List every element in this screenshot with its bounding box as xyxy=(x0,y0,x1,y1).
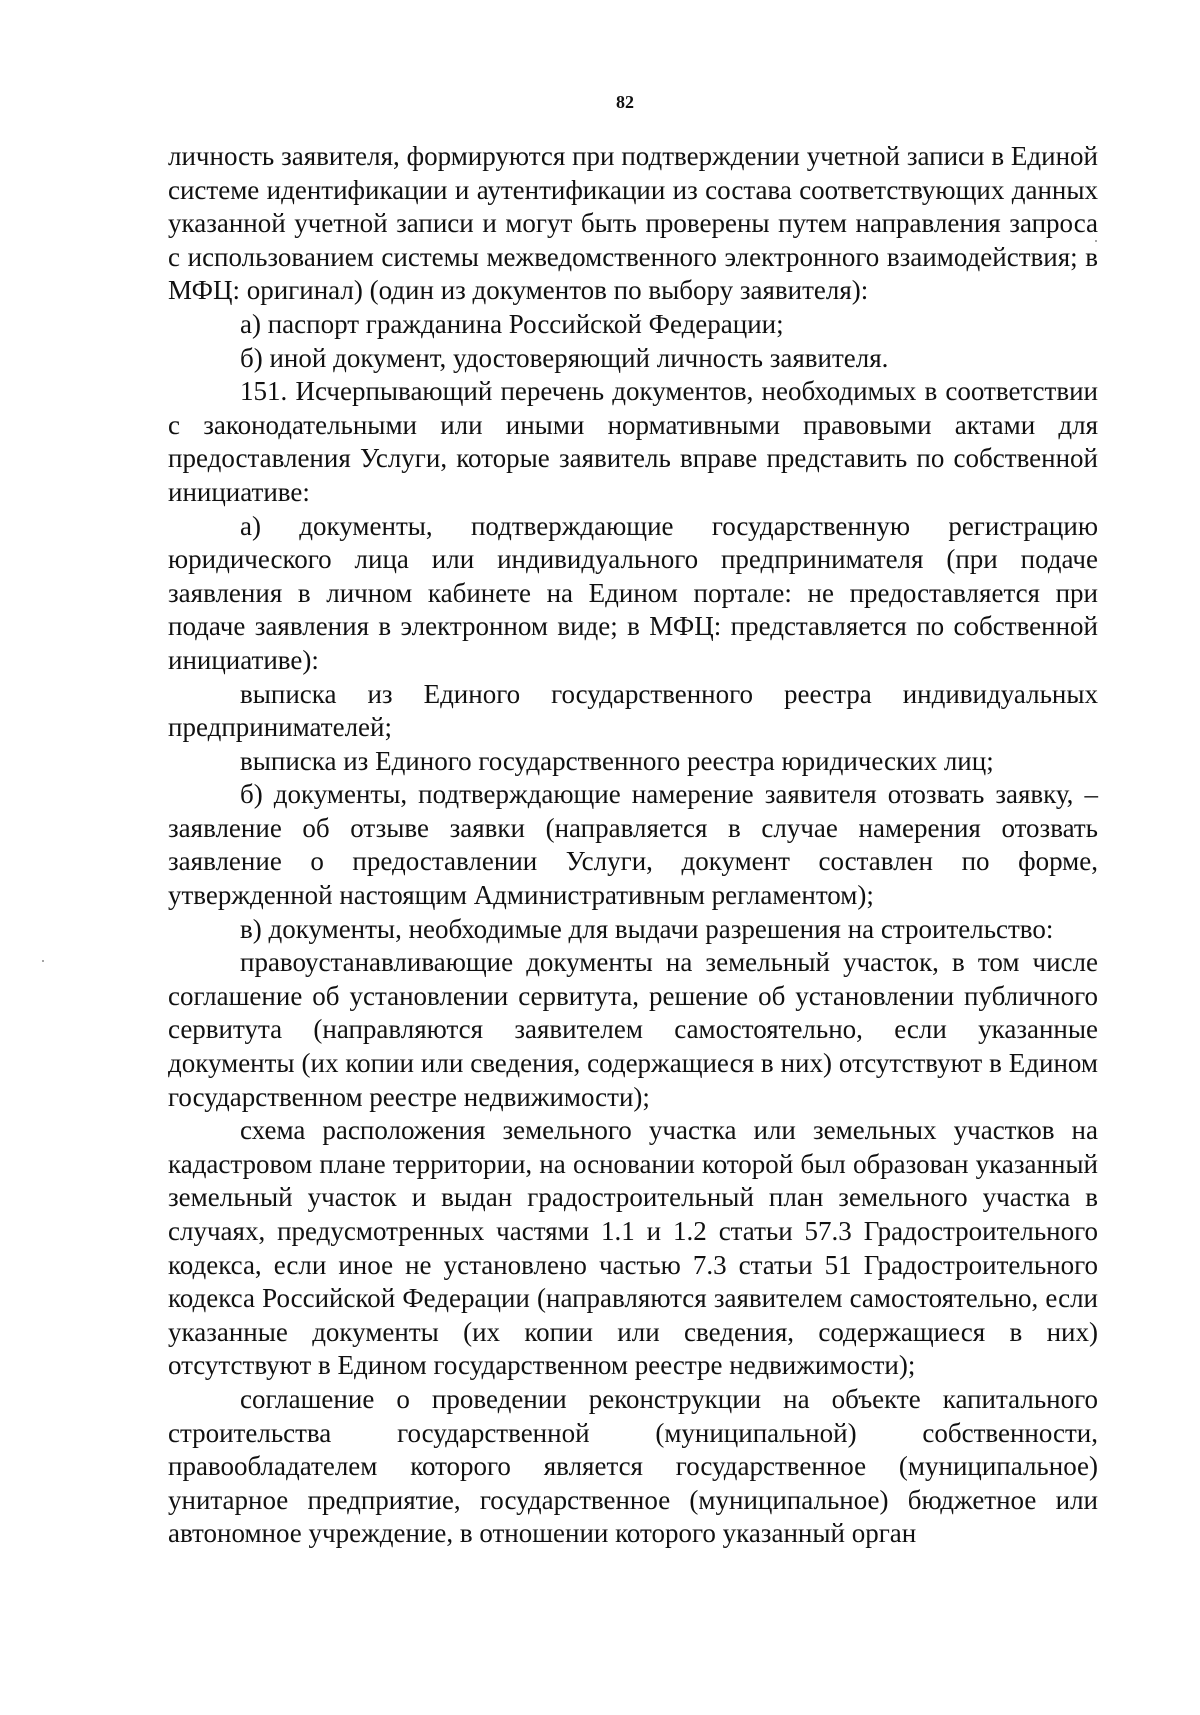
paragraph-4: а) документы, подтверждающие государственную регистрацию юридического лица или индивидуального предпринимателя (при подаче заявления в личном кабинете на Едином портале: не предоставляется при подаче заявления в электронном виде; в МФЦ: представляется по собственной инициативе): xyxy=(168,510,1098,675)
paragraph-5: выписка из Единого государственного реестра индивидуальных предпринимателей; xyxy=(168,678,1098,743)
scan-speck xyxy=(1095,240,1097,242)
document-body xyxy=(168,140,1098,1551)
paragraph-2: б) иной документ, удостоверяющий личность заявителя. xyxy=(240,342,889,373)
paragraph-3: 151. Исчерпывающий перечень документов, необходимых в соответствии с законодательными или иными нормативными правовыми актами для предоставления Услуги, которые заявитель вправе представить по собственной инициативе: xyxy=(168,376,1098,507)
paragraph-1: а) паспорт гражданина Российской Федерации; xyxy=(240,308,784,339)
scan-speck xyxy=(42,960,44,962)
paragraph-6: выписка из Единого государственного реестра юридических лиц; xyxy=(240,745,994,776)
page-number: 82 xyxy=(616,92,634,112)
paragraph-7: б) документы, подтверждающие намерение заявителя отозвать заявку, – заявление об отзыве заявки (направляется в случае намерения отозвать заявление о предоставлении Услуги, документ составлен по форме, утвержденной настоящим Административным регламентом); xyxy=(168,779,1098,911)
paragraph-0: личность заявителя, формируются при подтверждении учетной записи в Единой системе идентификации и аутентификации из состава соответствующих данных указанной учетной записи и могут быть проверены путем направления запроса с использованием системы межведомственного электронного взаимодействия; в МФЦ: оригинал) (один из документов по выбору заявителя): xyxy=(168,141,1098,306)
paragraph-11: соглашение о проведении реконструкции на объекте капитального строительства государственной (муниципальной) собственности, правообладателем которого является государственное (муниципальное) унитарное предприятие, государственное (муниципальное) бюджетное или автономное учреждение, в отношении которого указанный орган xyxy=(168,1383,1098,1549)
paragraph-9: правоустанавливающие документы на земельный участок, в том числе соглашение об установлении сервитута, решение об установлении публичного сервитута (направляются заявителем самостоятельно, если указанные документы (их копии или сведения, содержащиеся в них) отсутствуют в Едином государственном реестре недвижимости); xyxy=(168,947,1098,1112)
paragraph-10: схема расположения земельного участка или земельных участков на кадастровом плане территории, на основании которой был образован указанный земельный участок и выдан градостроительный план земельного участка в случаях, предусмотренных частями 1.1 и 1.2 статьи 57.3 Градостроительного кодекса, если иное не установлено частью 7.3 статьи 51 Градостроительного кодекса Российской Федерации (направляются заявителем самостоятельно, если указанные документы (их копии или сведения, содержащиеся в них) отсутствуют в Едином государственном реестре недвижимости); xyxy=(168,1115,1098,1381)
paragraph-8: в) документы, необходимые для выдачи разрешения на строительство: xyxy=(240,913,1054,944)
